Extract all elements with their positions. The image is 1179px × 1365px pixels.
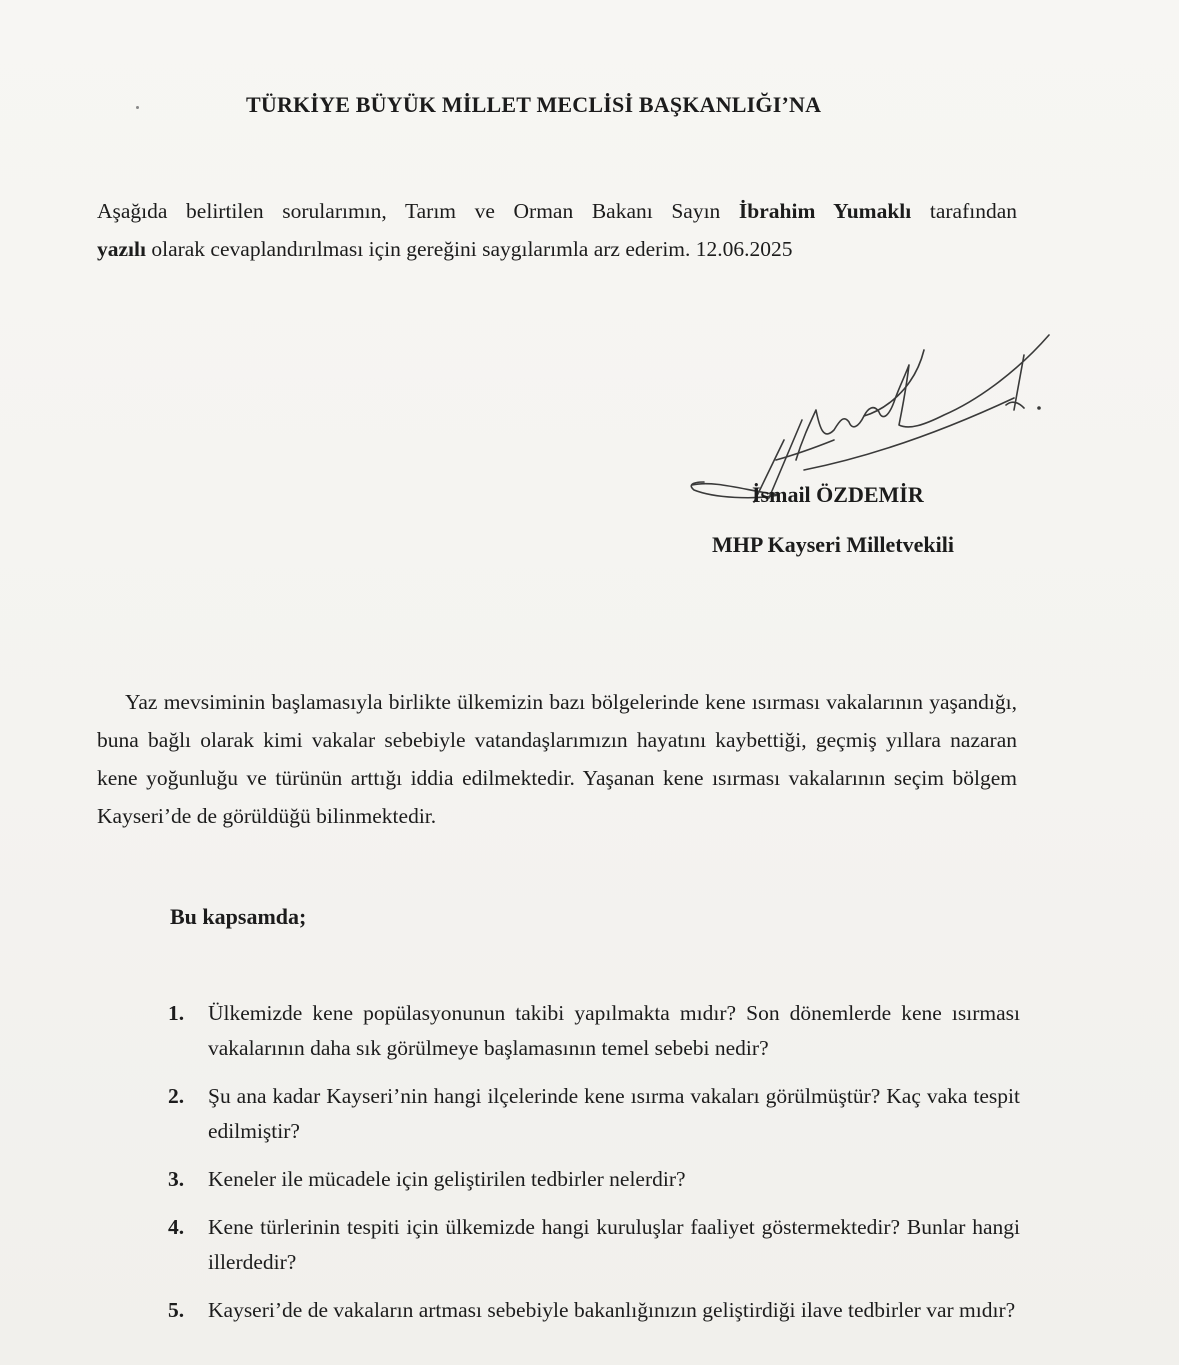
question-item: [168, 1210, 1020, 1280]
question-text: Keneler ile mücadele için geliştirilen tedbirler nelerdir?: [208, 1167, 686, 1191]
scope-heading: Bu kapsamda;: [170, 904, 307, 929]
question-item: [168, 1162, 1020, 1197]
question-list: [168, 996, 1020, 1341]
question-item: [168, 996, 1020, 1066]
intro-part-1: Aşağıda belirtilen sorularımın, Tarım ve Orman Bakanı Sayın: [97, 199, 739, 223]
intro-part-3: olarak cevaplandırılması için gereğini saygılarımla arz ederim. 12.06.2025: [145, 237, 793, 261]
intro-line-2: [97, 230, 1017, 268]
document-heading: TÜRKİYE BÜYÜK MİLLET MECLİSİ BAŞKANLIĞI’NA: [246, 92, 822, 117]
intro-line-1: [97, 192, 1017, 230]
speck-mark: [136, 106, 139, 109]
question-number: 5.: [168, 1298, 185, 1322]
written-keyword: yazılı: [97, 237, 146, 261]
intro-paragraph: [97, 192, 1017, 268]
question-number: 2.: [168, 1084, 185, 1108]
intro-part-2: tarafından: [911, 199, 1017, 223]
question-text: Ülkemizde kene popülasyonunun takibi yapılmakta mıdır? Son dönemlerde kene ısırması vakalarının daha sık görülmeye başlamasının temel sebebi nedir?: [208, 1001, 1020, 1060]
question-text: Kayseri’de de vakaların artması sebebiyle bakanlığınızın geliştirdiği ilave tedbirler var mıdır?: [208, 1298, 1016, 1322]
signatory-title: MHP Kayseri Milletvekili: [712, 532, 954, 557]
question-text: Şu ana kadar Kayseri’nin hangi ilçelerinde kene ısırma vakaları görülmüştür? Kaç vaka tespit edilmiştir?: [208, 1084, 1020, 1143]
body-text: Yaz mevsiminin başlamasıyla birlikte ülkemizin bazı bölgelerinde kene ısırması vakalarının yaşandığı, buna bağlı olarak kimi vakalar sebebiyle vatandaşlarımızın hayatını kaybettiği, geçmiş yıllara nazaran kene yoğunluğu ve türünün arttığı iddia edilmektedir. Yaşanan kene ısırması vakalarının seçim bölgem Kayseri’de de görüldüğü bilinmektedir.: [97, 690, 1017, 828]
question-number: 4.: [168, 1215, 185, 1239]
question-item: [168, 1079, 1020, 1149]
minister-name: İbrahim Yumaklı: [738, 199, 912, 223]
question-number: 1.: [168, 1001, 185, 1025]
question-text: Kene türlerinin tespiti için ülkemizde hangi kuruluşlar faaliyet göstermektedir? Bunlar hangi illerdedir?: [208, 1215, 1020, 1274]
body-paragraph: [97, 683, 1017, 835]
question-item: [168, 1293, 1020, 1328]
question-number: 3.: [168, 1167, 185, 1191]
signatory-name: İsmail ÖZDEMİR: [752, 482, 924, 507]
